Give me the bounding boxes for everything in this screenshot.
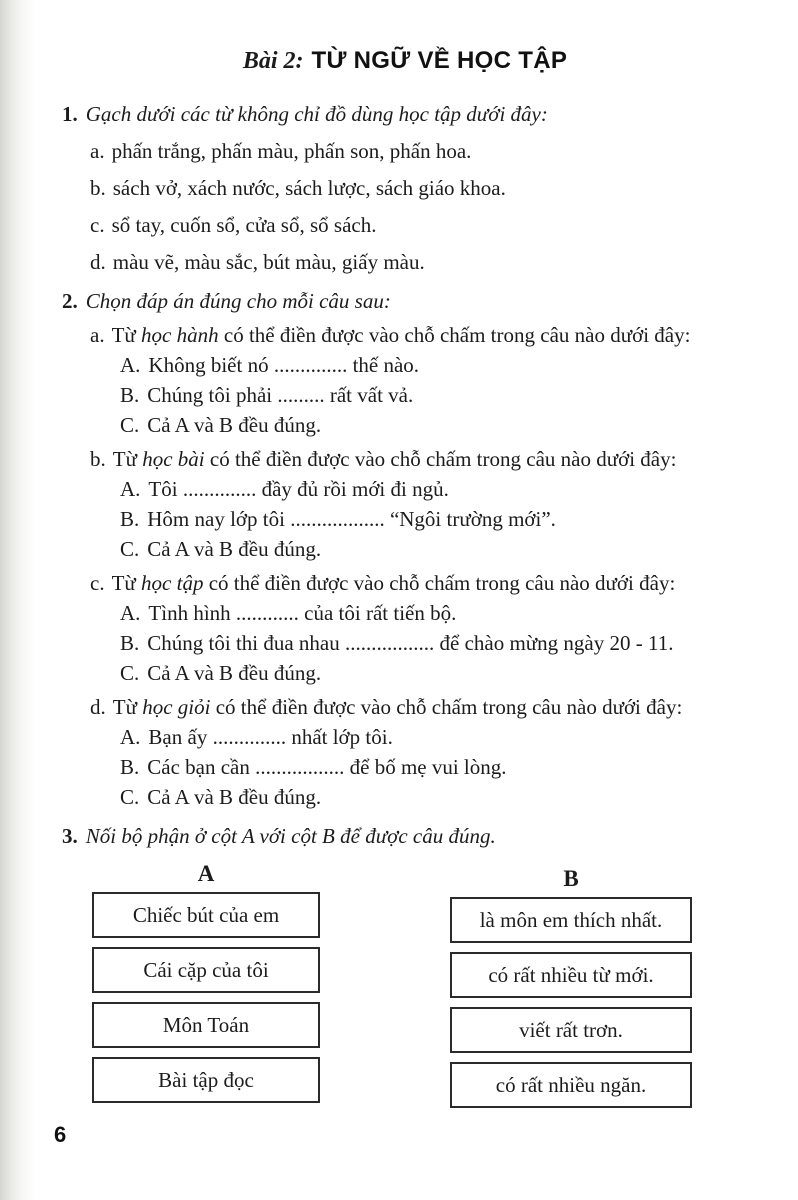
option-b <box>120 630 748 657</box>
matching-exercise <box>62 860 748 1117</box>
item-label: d. <box>90 250 106 274</box>
option-label: C. <box>120 785 140 809</box>
item-text: sổ tay, cuốn sổ, cửa sổ, sổ sách. <box>111 213 377 237</box>
exercise-1-item-a <box>90 138 748 165</box>
option-text: Tôi .............. đầy đủ rồi mới đi ngủ. <box>148 477 449 501</box>
question-label: a. <box>90 323 105 347</box>
option-label: B. <box>120 383 140 407</box>
page-title <box>62 46 748 79</box>
exercise-1-instruction: Gạch dưới các từ không chỉ đồ dùng học tập dưới đây: <box>85 102 548 126</box>
option-c <box>120 536 748 563</box>
exercise-2-question-b <box>90 446 748 473</box>
match-cell-b4: có rất nhiều ngăn. <box>450 1062 692 1108</box>
exercise-1-number: 1. <box>62 102 78 126</box>
question-term: học hành <box>141 323 219 347</box>
option-label: A. <box>120 725 141 749</box>
exercise-3-instruction: Nối bộ phận ở cột A với cột B để được câu đúng. <box>85 824 496 848</box>
item-label: b. <box>90 176 106 200</box>
lesson-number: Bài 2: <box>242 48 304 74</box>
item-text: màu vẽ, màu sắc, bút màu, giấy màu. <box>112 250 425 274</box>
match-cell-a4: Bài tập đọc <box>92 1057 320 1103</box>
item-text: sách vở, xách nước, sách lược, sách giáo khoa. <box>112 176 506 200</box>
option-text: Tình hình ............ của tôi rất tiến bộ. <box>148 601 457 625</box>
question-pre: Từ <box>111 571 142 595</box>
column-b-header: B <box>563 866 579 891</box>
option-a <box>120 352 748 379</box>
option-label: A. <box>120 477 141 501</box>
option-text: Cả A và B đều đúng. <box>147 661 322 685</box>
exercise-2-question-c <box>90 570 748 597</box>
option-label: B. <box>120 631 140 655</box>
page-number: 6 <box>54 1122 67 1147</box>
match-cell-b2: có rất nhiều từ mới. <box>450 952 692 998</box>
scan-page-edge <box>0 0 36 1200</box>
option-label: A. <box>120 353 141 377</box>
exercise-2-number: 2. <box>62 289 78 313</box>
exercise-1-item-d <box>90 249 748 276</box>
option-b <box>120 506 748 533</box>
option-text: Cả A và B đều đúng. <box>147 785 322 809</box>
option-text: Chúng tôi thi đua nhau ................. để chào mừng ngày 20 - 11. <box>147 631 674 655</box>
question-pre: Từ <box>112 447 143 471</box>
option-text: Không biết nó .............. thế nào. <box>148 353 420 377</box>
option-a <box>120 724 748 751</box>
item-text: phấn trắng, phấn màu, phấn son, phấn hoa. <box>111 139 472 163</box>
option-text: Chúng tôi phải ......... rất vất vả. <box>147 383 414 407</box>
option-a <box>120 600 748 627</box>
match-cell-a2: Cái cặp của tôi <box>92 947 320 993</box>
option-label: C. <box>120 661 140 685</box>
option-text: Hôm nay lớp tôi .................. “Ngôi trường mới”. <box>147 507 556 531</box>
question-post: có thể điền được vào chỗ chấm trong câu nào dưới đây: <box>210 695 683 719</box>
exercise-2-instruction: Chọn đáp án đúng cho mỗi câu sau: <box>85 289 391 313</box>
question-term: học bài <box>142 447 205 471</box>
match-cell-b1: là môn em thích nhất. <box>450 897 692 943</box>
option-text: Các bạn cần ................. để bố mẹ vui lòng. <box>147 755 507 779</box>
option-label: B. <box>120 755 140 779</box>
exercise-1-item-c <box>90 212 748 239</box>
exercise-2-question-a <box>90 322 748 349</box>
match-cell-a3: Môn Toán <box>92 1002 320 1048</box>
exercise-2-heading <box>62 288 748 315</box>
question-label: b. <box>90 447 106 471</box>
option-c <box>120 660 748 687</box>
question-post: có thể điền được vào chỗ chấm trong câu nào dưới đây: <box>203 571 676 595</box>
question-label: d. <box>90 695 106 719</box>
exercise-1-heading <box>62 101 748 128</box>
option-text: Cả A và B đều đúng. <box>147 537 322 561</box>
match-cell-a1: Chiếc bút của em <box>92 892 320 938</box>
option-c <box>120 784 748 811</box>
item-label: a. <box>90 139 105 163</box>
question-label: c. <box>90 571 105 595</box>
question-pre: Từ <box>111 323 142 347</box>
exercise-2-question-d <box>90 694 748 721</box>
option-label: C. <box>120 413 140 437</box>
option-b <box>120 754 748 781</box>
option-text: Bạn ấy .............. nhất lớp tôi. <box>148 725 393 749</box>
column-a <box>92 860 320 1117</box>
question-term: học giỏi <box>142 695 211 719</box>
exercise-1-item-b <box>90 175 748 202</box>
question-pre: Từ <box>112 695 143 719</box>
option-label: C. <box>120 537 140 561</box>
match-cell-b3: viết rất trơn. <box>450 1007 692 1053</box>
option-label: B. <box>120 507 140 531</box>
column-a-header: A <box>197 861 215 886</box>
column-b <box>450 865 692 1117</box>
item-label: c. <box>90 213 105 237</box>
option-text: Cả A và B đều đúng. <box>147 413 322 437</box>
question-term: học tập <box>141 571 204 595</box>
option-c <box>120 412 748 439</box>
question-post: có thể điền được vào chỗ chấm trong câu nào dưới đây: <box>218 323 691 347</box>
page-content <box>62 46 748 1117</box>
question-post: có thể điền được vào chỗ chấm trong câu nào dưới đây: <box>204 447 677 471</box>
option-b <box>120 382 748 409</box>
lesson-title: TỪ NGỮ VỀ HỌC TẬP <box>311 47 568 74</box>
exercise-3-heading <box>62 823 748 850</box>
option-label: A. <box>120 601 141 625</box>
option-a <box>120 476 748 503</box>
exercise-3-number: 3. <box>62 824 78 848</box>
